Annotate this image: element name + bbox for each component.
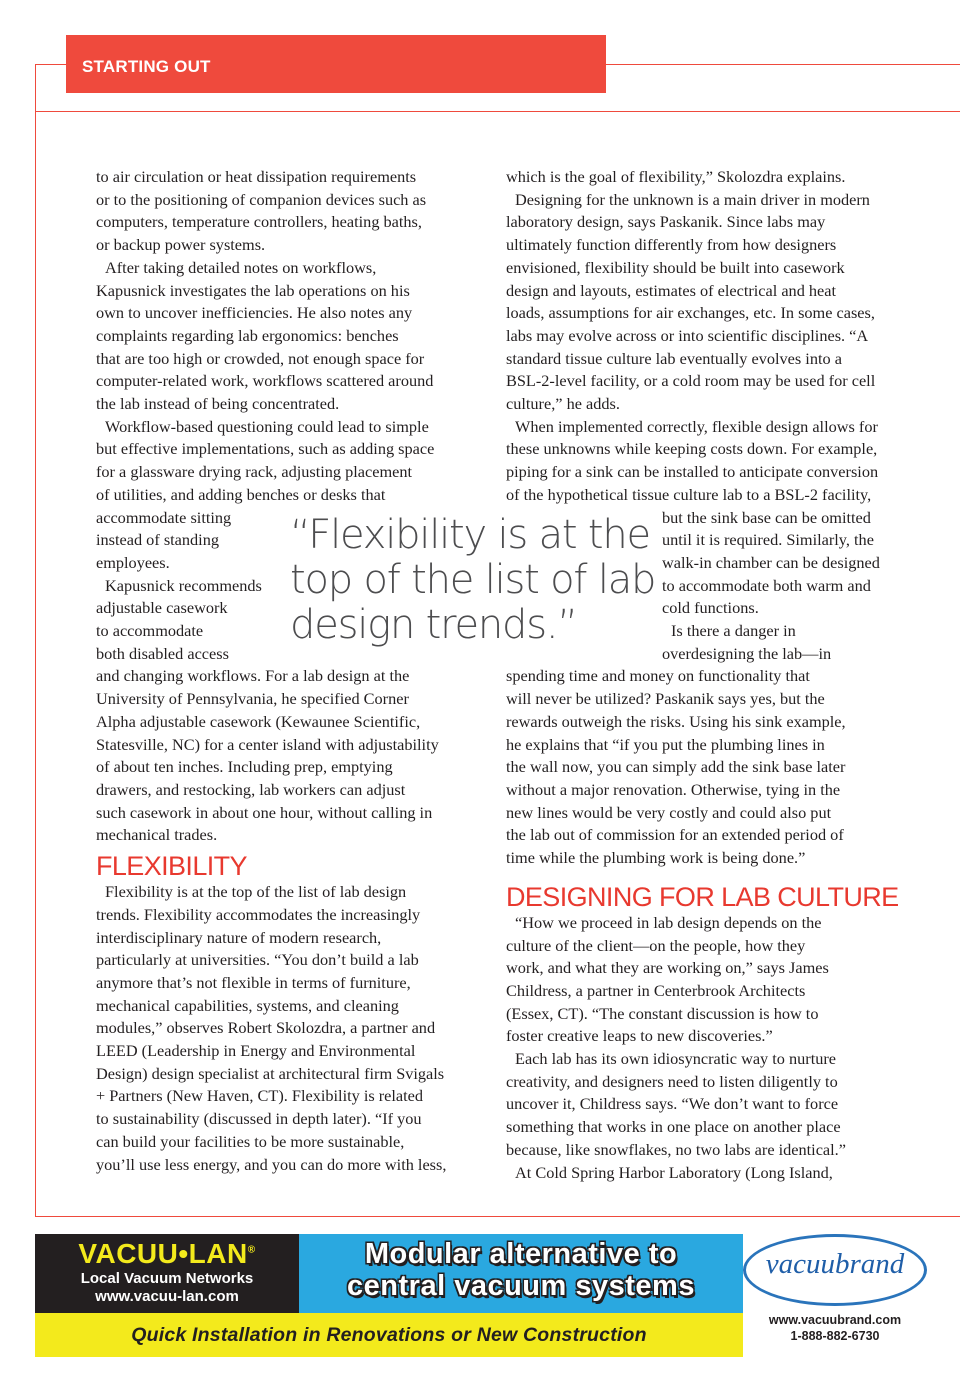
text-line: Kapusnick investigates the lab operations on his <box>96 280 410 300</box>
text-line: At Cold Spring Harbor Laboratory (Long Island, <box>515 1162 833 1182</box>
ad-brand-text: VACUU•LAN <box>78 1238 248 1269</box>
text-line: these unknowns while keeping costs down. For example, <box>506 439 878 459</box>
text-line: employees. <box>96 552 170 572</box>
frame-line-bottom <box>35 1216 960 1217</box>
text-line: but effective implementations, such as adding space <box>96 439 435 459</box>
text-line: Kapusnick recommends <box>105 575 262 595</box>
registered-mark: ® <box>247 1244 256 1256</box>
right-intro-paragraph <box>506 166 902 189</box>
text-line: modules,” observes Robert Skolozdra, a partner and <box>96 1018 436 1038</box>
advertisement[interactable] <box>35 1234 960 1357</box>
ad-brand-panel <box>35 1234 299 1313</box>
text-line: (Essex, CT). “The constant discussion is how to <box>506 1003 819 1023</box>
left-intro-paragraph <box>96 166 492 257</box>
right-culture-paragraph-2 <box>506 1048 902 1162</box>
text-line: standard tissue culture lab eventually evolves into a <box>506 348 842 368</box>
text-line: work, and what they are working on,” says James <box>506 958 829 978</box>
text-line: he explains that “if you put the plumbing lines in <box>506 734 825 754</box>
text-line: LEED (Leadership in Energy and Environmental <box>96 1041 416 1061</box>
text-line: piping for a sink can be installed to anticipate conversion <box>506 462 879 482</box>
text-line: When implemented correctly, flexible design allows for <box>515 416 878 436</box>
ad-headline-panel <box>299 1234 743 1313</box>
pull-quote-line: design trends.” <box>290 602 577 648</box>
section-label: STARTING OUT <box>82 57 211 76</box>
ad-contact <box>743 1312 927 1344</box>
right-overdesign-paragraph <box>506 620 902 870</box>
text-line: because, like snowflakes, no two labs are identical.” <box>506 1139 846 1159</box>
text-line: both disabled access <box>96 643 229 663</box>
left-column <box>96 166 492 1176</box>
vacuubrand-logo <box>743 1234 960 1314</box>
text-line: of the hypothetical tissue culture lab to a BSL-2 facility, <box>506 484 872 504</box>
text-line: Flexibility is at the top of the list of lab design <box>105 882 407 902</box>
text-line: complaints regarding lab ergonomics: benches <box>96 325 399 345</box>
text-line: you’ll use less energy, and you can do more with less, <box>96 1154 447 1174</box>
frame-line-top-left <box>35 64 66 65</box>
text-line: or backup power systems. <box>96 235 266 255</box>
text-line: Design) design specialist at architectural firm Svigals <box>96 1063 445 1083</box>
text-line: particularly at universities. “You don’t build a lab <box>96 950 419 970</box>
text-line: and changing workflows. For a lab design at the <box>96 666 410 686</box>
text-line: University of Pennsylvania, he specified Corner <box>96 689 409 709</box>
text-line: to air circulation or heat dissipation requirements <box>96 167 417 186</box>
text-line: such casework in about one hour, without calling in <box>96 802 433 822</box>
text-line: interdisciplinary nature of modern research, <box>96 927 382 947</box>
ad-url-vacuu-lan[interactable]: www.vacuu-lan.com <box>95 1288 239 1305</box>
text-line: to sustainability (discussed in depth later). “If you <box>96 1109 422 1129</box>
text-line: BSL-2-level facility, or a cold room may be used for cell <box>506 371 876 391</box>
text-line: instead of standing <box>96 530 219 550</box>
pull-quote-line: “Flexibility is at the <box>290 512 650 558</box>
text-line: adjustable casework <box>96 598 228 618</box>
frame-line-left <box>35 64 36 1216</box>
text-line: foster creative leaps to new discoveries.” <box>506 1026 773 1046</box>
pull-quote-line: top of the list of lab <box>290 557 656 603</box>
text-line: the wall now, you can simply add the sink base later <box>506 757 846 777</box>
text-line: Statesville, NC) for a center island with adjustability <box>96 734 439 754</box>
frame-line-top-right <box>606 64 960 65</box>
text-line: rewards outweigh the risks. Using his sink example, <box>506 711 846 731</box>
text-line: drawers, and restocking, lab workers can adjust <box>96 779 406 799</box>
ad-headline-line: central vacuum systems <box>347 1270 695 1302</box>
text-line: or to the positioning of companion devices such as <box>96 189 427 209</box>
text-line: to accommodate <box>96 621 204 641</box>
right-unknown-paragraph <box>506 189 902 416</box>
text-line: computer-related work, workflows scattered around <box>96 371 434 391</box>
heading-flexibility: FLEXIBILITY <box>96 851 247 882</box>
text-line: mechanical trades. <box>96 825 218 845</box>
text-line: the lab instead of being concentrated. <box>96 394 340 414</box>
ad-brand-name <box>35 1238 299 1270</box>
logo-wordmark: vacuubrand <box>765 1248 905 1280</box>
left-workflow-paragraph <box>96 257 492 416</box>
ad-url-vacuubrand[interactable]: www.vacuubrand.com <box>768 1313 902 1327</box>
text-line: can build your facilities to be more sustainable, <box>96 1131 405 1151</box>
text-line: until it is required. Similarly, the <box>662 530 874 550</box>
text-line: trends. Flexibility accommodates the increasingly <box>96 904 421 924</box>
text-line: envisioned, flexibility should be built into casework <box>506 257 845 277</box>
text-line: own to uncover inefficiencies. He also notes any <box>96 303 413 323</box>
text-line: but the sink base can be omitted <box>662 507 871 527</box>
text-line: Alpha adjustable casework (Kewaunee Scientific, <box>96 711 421 731</box>
text-line: spending time and money on functionality that <box>506 666 810 686</box>
text-line: labs may evolve across or into scientific disciplines. “A <box>506 325 869 345</box>
text-line: will never be utilized? Paskanik says yes, but the <box>506 689 825 709</box>
text-line: Designing for the unknown is a main driver in modern <box>515 189 870 209</box>
right-culture-paragraph-1 <box>506 912 902 1048</box>
text-line: mechanical capabilities, systems, and cleaning <box>96 995 399 1015</box>
text-line: which is the goal of flexibility,” Skolozdra explains. <box>506 167 846 186</box>
text-line: cold functions. <box>662 598 759 618</box>
section-tab <box>66 35 606 93</box>
text-line: of about ten inches. Including prep, emptying <box>96 757 393 777</box>
text-line: that are too high or crowded, not enough space for <box>96 348 425 368</box>
right-column <box>506 166 902 1184</box>
text-line: ultimately function differently from how designers <box>506 235 837 255</box>
ad-bottom-banner: Quick Installation in Renovations or New Construction <box>35 1313 743 1357</box>
text-line: After taking detailed notes on workflows, <box>105 257 377 277</box>
text-line: Each lab has its own idiosyncratic way to nurture <box>515 1049 837 1069</box>
frame-line-inner <box>35 111 960 112</box>
text-line: loads, assumptions for air exchanges, etc. In some cases, <box>506 303 875 323</box>
text-line: to accommodate both warm and <box>662 575 871 595</box>
text-line: walk-in chamber can be designed <box>662 552 880 572</box>
text-line: computers, temperature controllers, heating baths, <box>96 212 422 232</box>
text-line: “How we proceed in lab design depends on the <box>515 912 822 932</box>
text-line: overdesigning the lab—in <box>662 643 832 663</box>
text-line: Childress, a partner in Centerbrook Architects <box>506 980 806 1000</box>
text-line: time while the plumbing work is being done.” <box>506 848 806 868</box>
text-line: culture of the client—on the people, how they <box>506 935 806 955</box>
right-culture-paragraph-3 <box>506 1162 902 1185</box>
ad-headline-line: Modular alternative to <box>364 1238 678 1270</box>
left-flexibility-paragraph <box>96 881 492 1176</box>
text-line: laboratory design, says Paskanik. Since labs may <box>506 212 826 232</box>
text-line: anymore that’s not flexible in terms of furniture, <box>96 972 411 992</box>
text-line: + Partners (New Haven, CT). Flexibility is related <box>96 1086 424 1106</box>
text-line: new lines would be very costly and could also put <box>506 802 832 822</box>
text-line: something that works in one place on another place <box>506 1117 841 1137</box>
text-line: the lab out of commission for an extended period of <box>506 825 844 845</box>
text-line: of utilities, and adding benches or desks that <box>96 484 386 504</box>
text-line: Is there a danger in <box>671 621 796 641</box>
text-line: for a glassware drying rack, adjusting placement <box>96 462 413 482</box>
text-line: uncover it, Childress says. “We don’t want to force <box>506 1094 839 1114</box>
text-line: Workflow-based questioning could lead to simple <box>105 416 429 436</box>
text-line: accommodate sitting <box>96 507 232 527</box>
text-line: creativity, and designers need to listen diligently to <box>506 1071 838 1091</box>
text-line: without a major renovation. Otherwise, tying in the <box>506 779 841 799</box>
ad-phone: 1-888-882-6730 <box>790 1329 880 1343</box>
ad-tagline: Local Vacuum Networks <box>80 1270 254 1287</box>
text-line: culture,” he adds. <box>506 394 620 414</box>
heading-lab-culture: DESIGNING FOR LAB CULTURE <box>506 881 899 912</box>
right-implementation-paragraph <box>506 416 902 620</box>
text-line: design and layouts, estimates of electrical and heat <box>506 280 837 300</box>
